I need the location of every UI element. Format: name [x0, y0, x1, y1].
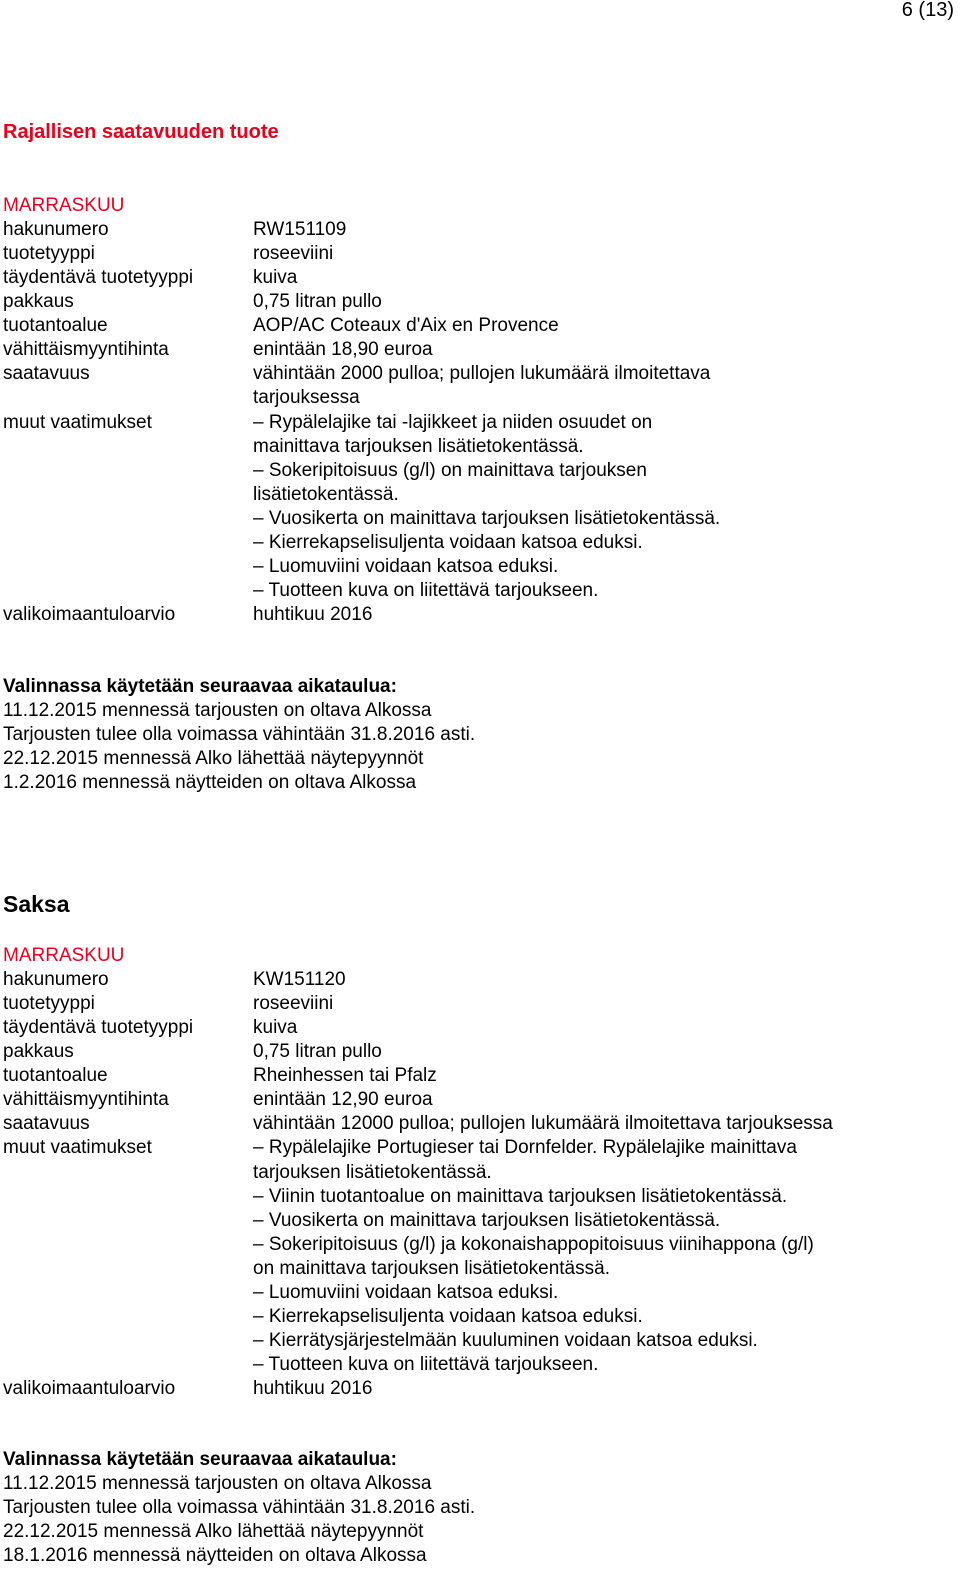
field-value: on mainittava tarjouksen lisätietokentässä.	[253, 1257, 610, 1279]
field-value: roseeviini	[253, 993, 334, 1015]
field-label: vähittäismyyntihinta	[3, 1089, 169, 1111]
field-value: – Vuosikerta on mainittava tarjouksen lisätietokentässä.	[253, 1209, 721, 1231]
schedule-line: 11.12.2015 mennessä tarjousten on oltava Alkossa	[3, 700, 432, 721]
field-value: 0,75 litran pullo	[253, 291, 382, 313]
schedule-line: Tarjousten tulee olla voimassa vähintään 31.8.2016 asti.	[3, 1497, 476, 1518]
field-value: AOP/AC Coteaux d'Aix en Provence	[253, 315, 559, 337]
field-value: vähintään 12000 pulloa; pullojen lukumäärä ilmoitettava tarjouksessa	[253, 1113, 833, 1135]
schedule-line: 18.1.2016 mennessä näytteiden on oltava Alkossa	[3, 1545, 427, 1566]
field-value: tarjouksen lisätietokentässä.	[253, 1161, 492, 1183]
field-value: – Vuosikerta on mainittava tarjouksen lisätietokentässä.	[253, 507, 721, 529]
field-label: hakunumero	[3, 969, 109, 990]
field-value: kuiva	[253, 267, 298, 289]
field-label: täydentävä tuotetyyppi	[3, 267, 194, 289]
page-number: 6 (13)	[901, 0, 954, 21]
section2-heading: Saksa	[3, 891, 70, 917]
field-label: tuotantoalue	[3, 315, 108, 337]
field-label: tuotantoalue	[3, 1065, 108, 1087]
field-label: saatavuus	[3, 363, 90, 385]
schedule-line: 22.12.2015 mennessä Alko lähettää näytepyynnöt	[3, 748, 424, 769]
field-value: kuiva	[253, 1017, 298, 1039]
field-value: – Luomuviini voidaan katsoa eduksi.	[253, 1281, 559, 1303]
schedule-line: 11.12.2015 mennessä tarjousten on oltava Alkossa	[3, 1473, 432, 1494]
field-value: enintään 12,90 euroa	[253, 1089, 433, 1111]
field-value: vähintään 2000 pulloa; pullojen lukumäärä ilmoitettava	[253, 363, 711, 385]
field-value: – Kierrekapselisuljenta voidaan katsoa eduksi.	[253, 1305, 643, 1327]
field-value: – Kierrekapselisuljenta voidaan katsoa eduksi.	[253, 531, 643, 553]
field-value: lisätietokentässä.	[253, 483, 399, 505]
field-label: pakkaus	[3, 1041, 74, 1063]
field-value: huhtikuu 2016	[253, 604, 373, 626]
field-label: pakkaus	[3, 291, 74, 313]
schedule-line: 22.12.2015 mennessä Alko lähettää näytepyynnöt	[3, 1521, 424, 1542]
field-label: saatavuus	[3, 1113, 90, 1135]
field-label: tuotetyyppi	[3, 993, 95, 1015]
schedule-line: 1.2.2016 mennessä näytteiden on oltava Alkossa	[3, 772, 417, 793]
section1-heading: Rajallisen saatavuuden tuote	[3, 121, 279, 143]
field-label: muut vaatimukset	[3, 411, 152, 433]
field-label: hakunumero	[3, 219, 109, 240]
field-value: – Rypälelajike tai -lajikkeet ja niiden osuudet on	[253, 411, 653, 433]
field-value: – Kierrätysjärjestelmään kuuluminen voidaan katsoa eduksi.	[253, 1330, 758, 1352]
field-label: valikoimaantuloarvio	[3, 604, 176, 626]
field-value: KW151120	[253, 969, 346, 990]
field-value: enintään 18,90 euroa	[253, 339, 433, 361]
field-value: Rheinhessen tai Pfalz	[253, 1065, 437, 1087]
field-label: täydentävä tuotetyyppi	[3, 1017, 194, 1039]
field-value: 0,75 litran pullo	[253, 1041, 382, 1063]
field-value: mainittava tarjouksen lisätietokentässä.	[253, 435, 584, 457]
field-value: roseeviini	[253, 243, 334, 265]
section1-schedule-heading: Valinnassa käytetään seuraavaa aikataulua:	[3, 676, 397, 697]
field-value: – Luomuviini voidaan katsoa eduksi.	[253, 555, 559, 577]
section2-schedule-heading: Valinnassa käytetään seuraavaa aikataulua:	[3, 1449, 397, 1470]
field-value: – Viinin tuotantoalue on mainittava tarjouksen lisätietokentässä.	[253, 1185, 788, 1207]
field-value: tarjouksessa	[253, 387, 360, 409]
field-label: vähittäismyyntihinta	[3, 339, 169, 361]
schedule-line: Tarjousten tulee olla voimassa vähintään 31.8.2016 asti.	[3, 724, 476, 745]
section2-month: MARRASKUU	[3, 945, 125, 966]
section1-month: MARRASKUU	[3, 195, 125, 216]
field-label: muut vaatimukset	[3, 1137, 152, 1159]
field-label: valikoimaantuloarvio	[3, 1378, 176, 1400]
field-value: huhtikuu 2016	[253, 1378, 373, 1400]
field-value: – Tuotteen kuva on liitettävä tarjoukseen.	[253, 1354, 599, 1376]
field-value: RW151109	[253, 219, 347, 240]
field-value: – Sokeripitoisuus (g/l) on mainittava tarjouksen	[253, 459, 647, 481]
field-value: – Sokeripitoisuus (g/l) ja kokonaishappopitoisuus viinihappona (g/l)	[253, 1233, 814, 1255]
field-label: tuotetyyppi	[3, 243, 95, 265]
field-value: – Rypälelajike Portugieser tai Dornfelder. Rypälelajike mainittava	[253, 1137, 797, 1159]
field-value: – Tuotteen kuva on liitettävä tarjoukseen.	[253, 580, 599, 602]
